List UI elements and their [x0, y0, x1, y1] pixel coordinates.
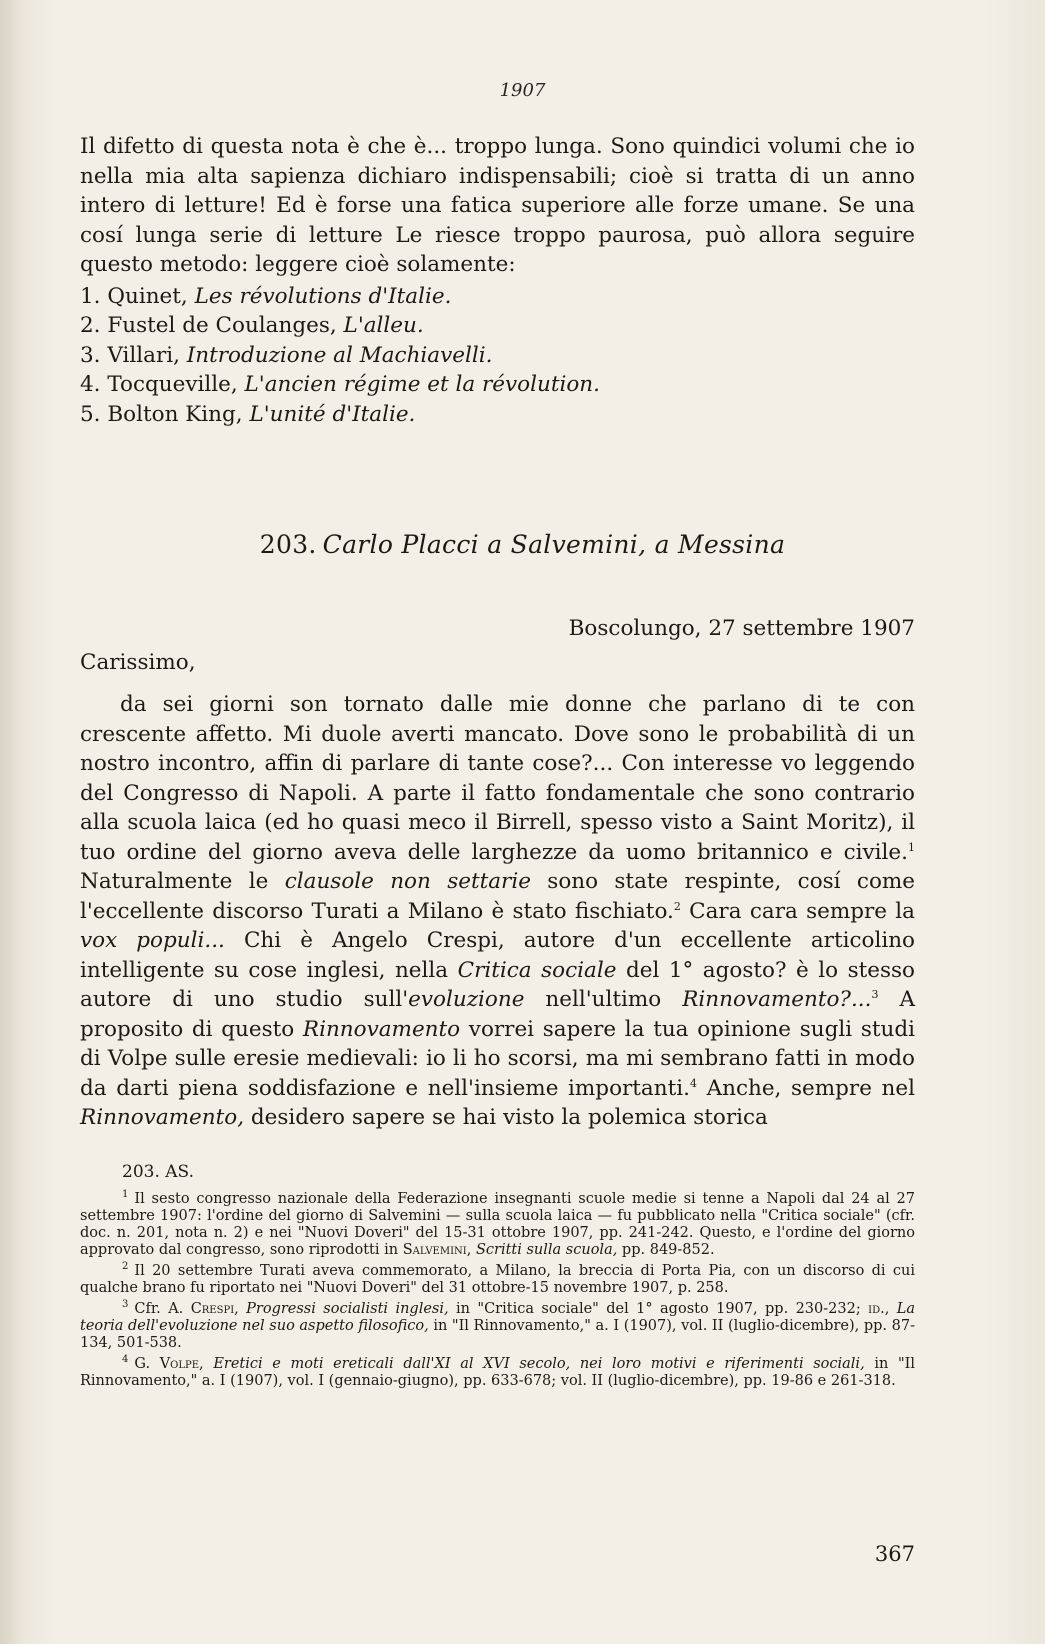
- letter-place-date: Boscolungo, 27 settembre 1907: [568, 616, 915, 641]
- page-number: 367: [874, 1542, 915, 1566]
- intro-section: [80, 132, 915, 429]
- list-item: 3. Villari, Introduzione al Machiavelli.: [80, 342, 493, 368]
- footnote-2: $^2$ Il 20 settembre Turati aveva commemorato, a Milano, la breccia di Porta Pia, con un discorso di cui qualche brano fu riportato nei "Nuovi Doveri" del 31 ottobre-15 novembre 1907, p. 258.: [80, 1261, 915, 1296]
- running-head: 1907: [499, 80, 546, 101]
- list-item: 2. Fustel de Coulanges, L'alleu.: [80, 313, 424, 338]
- source-note: 203. AS.: [122, 1162, 194, 1182]
- letter-paragraph: da sei giorni son tornato dalle mie donne che parlano di te con crescente affetto. Mi duole averti mancato. Dove sono le probabilità di un nostro incontro, affin di parlare di tante cose?... Con interesse vo leggendo del Congresso di Napoli. A parte il fatto fondamentale che sono contrario alla scuola laica (ed ho quasi meco il Birrell, spesso visto a Saint Moritz), il tuo ordine del giorno aveva delle larghezze da uomo britannico e civile.$^1$ Naturalmente le clausole non settarie sono state respinte, cosí come l'eccellente discorso Turati a Milano è stato fischiato.$^2$ Cara cara sempre la vox populi... Chi è Angelo Crespi, autore d'un eccellente articolino intelligente su cose inglesi, nella Critica sociale del 1° agosto? è lo stesso autore di uno studio sull'evoluzione nell'ultimo Rinnovamento?...$^3$ A proposito di questo Rinnovamento vorrei sapere la tua opinione sugli studi di Volpe sulle eresie medievali: io li ho scorsi, ma mi sembrano fatti in modo da darti piena soddisfazione e nell'insieme importanti.$^4$ Anche, sempre nel Rinnovamento, desidero sapere se hai visto la polemica storica: [80, 692, 916, 1130]
- footnotes: [80, 1164, 915, 1394]
- letter-number: 203.: [259, 530, 317, 559]
- letter-heading: [0, 530, 1045, 559]
- list-item: 5. Bolton King, L'unité d'Italie.: [80, 401, 416, 427]
- footnote-1: $^1$ Il sesto congresso nazionale della Federazione insegnanti scuole medie si tenne a Napoli dal 24 al 27 settembre 1907: l'ordine del giorno di Salvemini — sulla scuola laica — fu pubblicato nella "Critica sociale" (cfr. doc. n. 201, nota n. 2) e nei "Nuovi Doveri" del 15-31 ottobre 1907, pp. 241-242. Questo, e l'ordine del giorno approvato dal congresso, sono riprodotti in Salvemini, Scritti sulla scuola, pp. 849-852.: [80, 1189, 915, 1258]
- list-item: 1. Quinet, Les révolutions d'Italie.: [80, 283, 452, 309]
- list-item: 4. Tocqueville, L'ancien régime et la révolution.: [80, 372, 600, 397]
- footnote-3: $^3$ Cfr. A. Crespi, Progressi socialisti inglesi, in "Critica sociale" del 1° agosto 1907, pp. 230-232; id., La teoria dell'evoluzione nel suo aspetto filosofico, in "Il Rinnovamento," a. I (1907), vol. II (luglio-dicembre), pp. 87-134, 501-538.: [80, 1299, 916, 1351]
- letter-salutation: Carissimo,: [80, 650, 196, 675]
- reading-list: [80, 282, 915, 430]
- letter-title: Carlo Placci a Salvemini, a Messina: [322, 530, 786, 559]
- footnote-4: $^4$ G. Volpe, Eretici e moti ereticali dall'XI al XVI secolo, nei loro motivi e riferimenti sociali, in "Il Rinnovamento," a. I (1907), vol. I (gennaio-giugno), pp. 633-678; vol. II (luglio-dicembre), pp. 19-86 e 261-318.: [80, 1354, 915, 1389]
- intro-paragraph: Il difetto di questa nota è che è... troppo lunga. Sono quindici volumi che io nella mia alta sapienza dichiaro indispensabili; cioè si tratta di un anno intero di letture! Ed è forse una fatica superiore alle forze umane. Se una cosí lunga serie di letture Le riesce troppo paurosa, può allora seguire questo metodo: leggere cioè solamente:: [80, 134, 915, 277]
- spine-shadow: [0, 0, 22, 1644]
- letter-body: [80, 690, 915, 1133]
